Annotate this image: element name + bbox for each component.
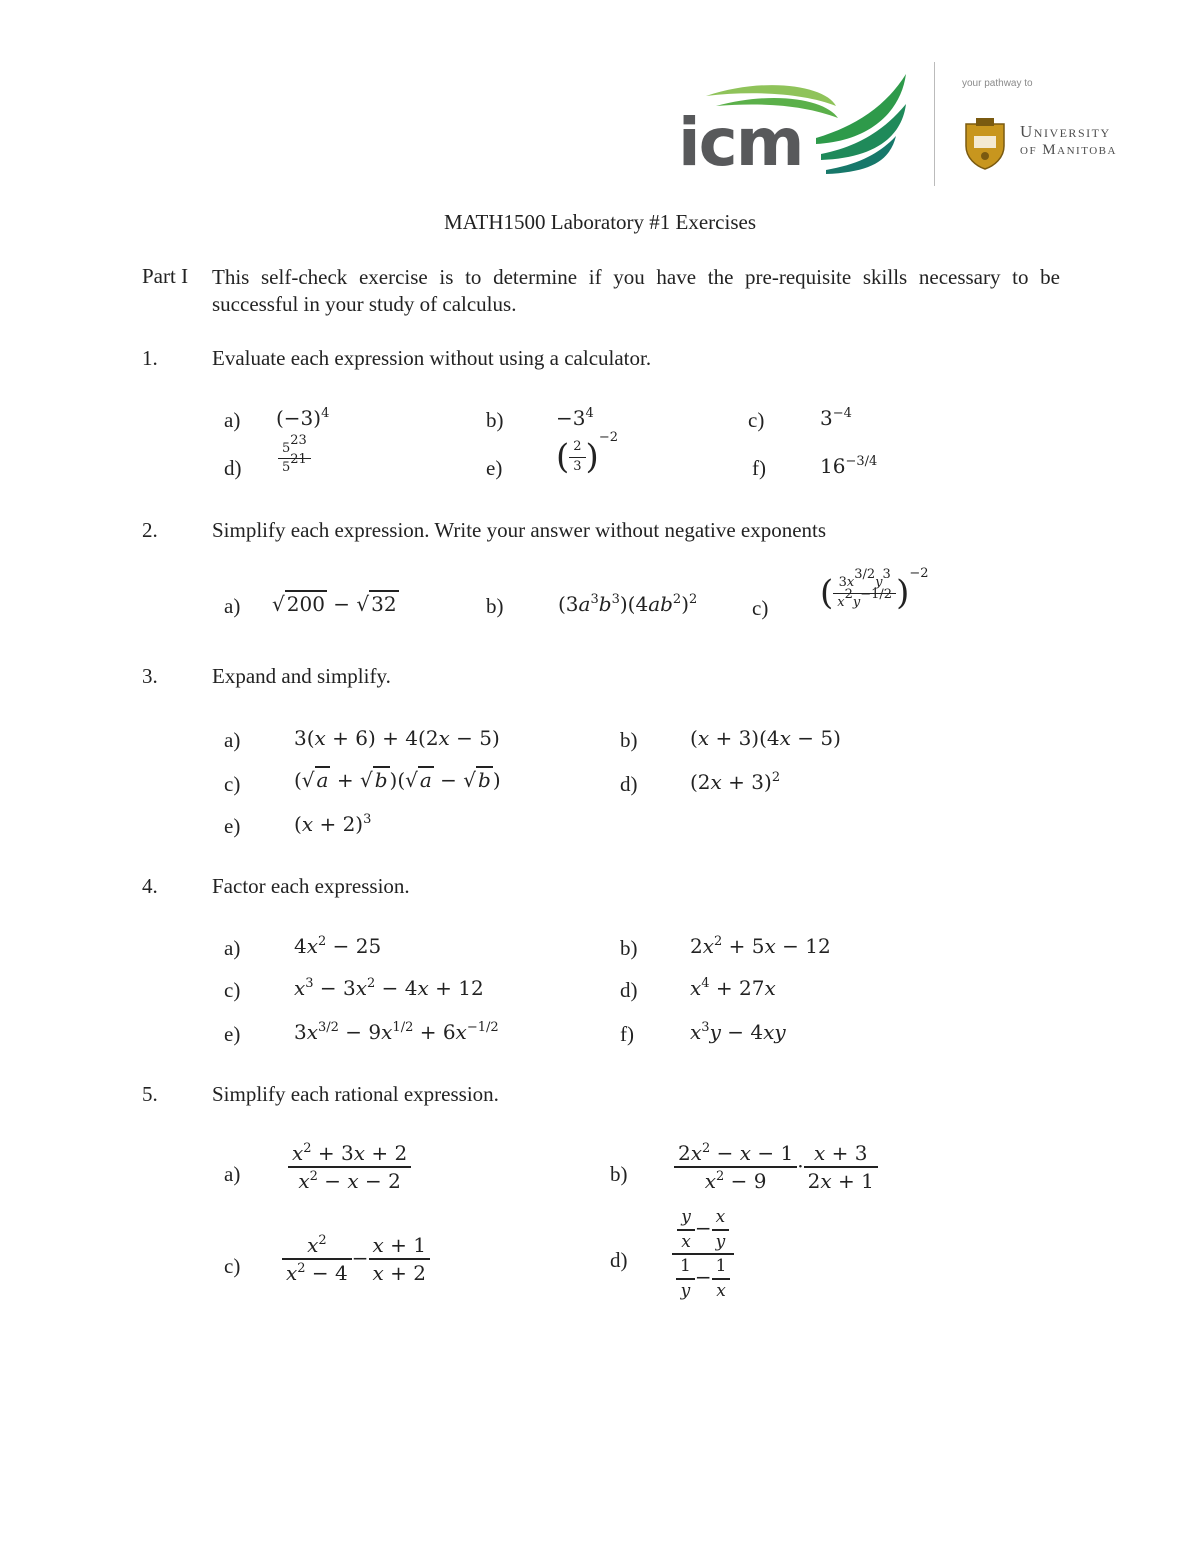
question-4-prompt: Factor each expression.: [212, 874, 410, 898]
q5a-expression: $\frac{x^2 + 3x + 2}{x^2 - x - 2}$: [288, 1142, 411, 1193]
q4f-expression: $x^3y - 4xy$: [690, 1020, 786, 1044]
q3b-expression: (x + 3)(4x − 5): [690, 726, 841, 750]
q3a-expression: 3(x + 6) + 4(2x − 5): [294, 726, 500, 750]
q5-part-label: a): [224, 1162, 241, 1186]
q5b-expression: $\frac{2x^2 - x - 1}{x^2 - 9}$ · $\frac{x + 3}{2x + 1}$: [674, 1142, 878, 1193]
university-line1: University: [1020, 122, 1111, 141]
q5-part-label: b): [610, 1162, 628, 1186]
q2-part-label: c): [752, 596, 769, 620]
question-5-prompt: Simplify each rational expression.: [212, 1082, 499, 1106]
q4-part-label: f): [620, 1022, 634, 1046]
question-2-number: 2.: [142, 518, 158, 542]
question-1-prompt: Evaluate each expression without using a calculator.: [212, 346, 652, 370]
question-3-number: 3.: [142, 664, 158, 688]
q3e-expression: $(x + 2)^3$: [294, 812, 372, 836]
q4-part-label: e): [224, 1022, 241, 1046]
q2-part-label: b): [486, 594, 504, 618]
question-3-prompt: Expand and simplify.: [212, 664, 391, 688]
q1c-expression: $3^{-4}$: [820, 406, 852, 430]
q4-part-label: a): [224, 936, 241, 960]
question-4-number: 4.: [142, 874, 158, 898]
q1-part-label: b): [486, 408, 504, 432]
q3-part-label: a): [224, 728, 241, 752]
logo-divider: [934, 62, 935, 186]
q1-part-label: d): [224, 456, 242, 480]
q1f-expression: $16^{-3/4}$: [820, 454, 878, 478]
q4b-expression: $2x^2 + 5x - 12$: [690, 934, 831, 958]
part-label: Part I: [142, 264, 189, 288]
q5-part-label: c): [224, 1254, 241, 1278]
question-2-prompt: Simplify each expression. Write your answer without negative exponents: [212, 518, 827, 542]
q4e-expression: $3x^{3/2} - 9x^{1/2} + 6x^{-1/2}$: [294, 1020, 499, 1044]
q3c-expression: (√ a + √ b )(√ a − √ b ): [294, 768, 501, 792]
university-name: [1020, 122, 1117, 159]
q3-part-label: b): [620, 728, 638, 752]
q1-part-label: f): [752, 456, 766, 480]
q3-part-label: e): [224, 814, 241, 838]
q4c-expression: $x^3 - 3x^2 - 4x + 12$: [294, 976, 484, 1000]
q2b-expression: $(3a^3b^3)(4ab^2)^2$: [558, 592, 698, 616]
page-title: MATH1500 Laboratory #1 Exercises: [443, 210, 756, 234]
q4-part-label: d): [620, 978, 638, 1002]
tagline: your pathway to: [962, 78, 1033, 89]
q1-part-label: c): [748, 408, 765, 432]
q2-part-label: a): [224, 594, 241, 618]
q1e-expression: ( $\frac{2}{3}$ )$^{-2}$: [556, 429, 618, 477]
icm-logo: [676, 66, 916, 184]
university-line2: of Manitoba: [1020, 141, 1117, 158]
q5-part-label: d): [610, 1248, 628, 1272]
q1-part-label: a): [224, 408, 241, 432]
q4a-expression: $4x^2 - 25$: [294, 934, 382, 958]
q1-part-label: e): [486, 456, 503, 480]
q4-part-label: b): [620, 936, 638, 960]
q1d-expression: $\frac{5^{23}}{5^{21}}$: [278, 442, 311, 476]
q4d-expression: $x^4 + 27x$: [690, 976, 776, 1000]
q1b-expression: $-3^4$: [556, 406, 594, 430]
question-1-number: 1.: [142, 346, 158, 370]
q3-part-label: d): [620, 772, 638, 796]
q3-part-label: c): [224, 772, 241, 796]
q1a-expression: $(-3)^4$: [276, 406, 330, 430]
q4-part-label: c): [224, 978, 241, 1002]
university-crest-icon: [962, 116, 1008, 170]
q2a-expression: √ 200 − √ 32: [272, 592, 397, 616]
q5c-expression: $\frac{x^2}{x^2 - 4}$ − $\frac{x + 1}{x + 2}$: [282, 1234, 430, 1285]
icm-logo-text: icm: [678, 104, 803, 181]
q2c-expression: ( $\frac{3x^{3/2}y^3}{x^2y^{-1/2}}$ )$^{-2}$: [820, 565, 929, 613]
q5d-expression: $\frac{y}{x}$ − $\frac{x}{y}$ $\frac{1}{y}$ − $\frac{1}{x}$: [672, 1208, 734, 1301]
question-5-number: 5.: [142, 1082, 158, 1106]
intro-text: This self-check exercise is to determine if you have the pre-requisite skills necessary to be successful in your study of calculus.: [212, 265, 1060, 316]
q3d-expression: $(2x + 3)^2$: [690, 770, 781, 794]
